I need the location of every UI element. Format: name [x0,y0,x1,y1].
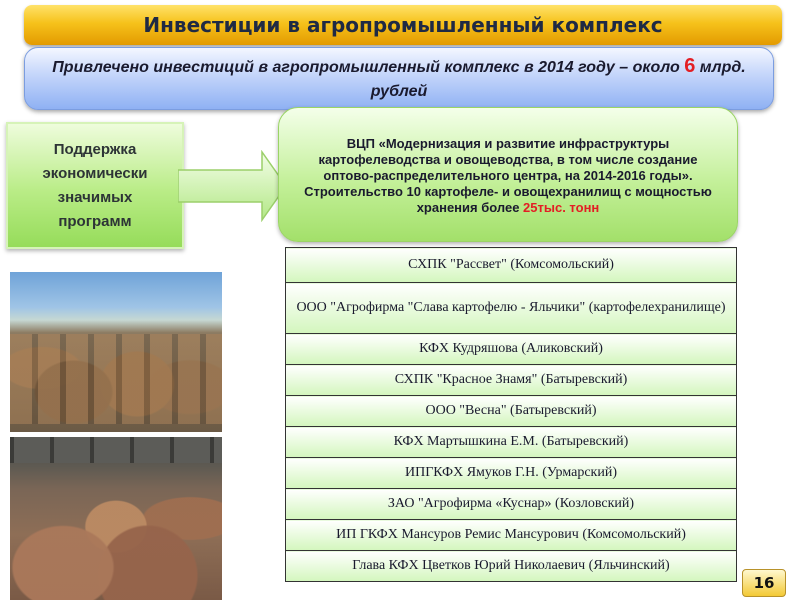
table-row [286,334,737,365]
table-row [286,365,737,396]
potato-storage-photo [10,437,222,600]
organization-cell: КФХ Кудряшова (Аликовский) [286,334,737,365]
table-row [286,396,737,427]
support-programs-box [6,122,184,249]
table-row [286,283,737,334]
right-arrow-icon [178,150,288,222]
table-row [286,458,737,489]
organization-cell: СХПК "Красное Знамя" (Батыревский) [286,365,737,396]
construction-text: Строительство 10 картофеле- и овощехранилищ с мощностью хранения более [304,183,712,215]
organization-cell: СХПК "Рассвет" (Комсомольский) [286,248,737,283]
subtitle-banner [24,47,774,110]
organization-cell: ООО "Весна" (Батыревский) [286,396,737,427]
page-title: Инвестиции в агропромышленный комплекс [143,13,663,37]
organization-cell: КФХ Мартышкина Е.М. (Батыревский) [286,427,737,458]
organization-cell: ИПГКФХ Ямуков Г.Н. (Урмарский) [286,458,737,489]
organization-cell: ООО "Агрофирма "Слава картофелю - Яльчики" (картофелехранилище) [286,283,737,334]
table-row [286,551,737,582]
organization-cell: ИП ГКФХ Мансуров Ремис Мансурович (Комсомольский) [286,520,737,551]
support-programs-label: Поддержка экономически значимых программ [42,140,148,230]
program-info-box [278,107,738,242]
organization-cell: ЗАО "Агрофирма «Куснар» (Козловский) [286,489,737,520]
organization-cell: Глава КФХ Цветков Юрий Николаевич (Яльчинский) [286,551,737,582]
construction-description [298,184,718,216]
table-row [286,489,737,520]
subtitle-text [34,54,764,104]
investment-amount: 6 [684,54,696,77]
subtitle-text-before: Привлечено инвестиций в агропромышленный комплекс в 2014 году – около [52,58,685,76]
title-banner [24,5,782,45]
page-number: 16 [753,574,775,592]
subtitle-text-after: млрд. рублей [370,58,746,100]
table-row [286,520,737,551]
program-description: ВЦП «Модернизация и развитие инфраструктуры картофелеводства и овощеводства, в том числе создание оптово-распределительного центра, на 2014-2016 годы». [318,135,698,183]
table-row [286,248,737,283]
page-number-badge [742,569,786,597]
table-row [286,427,737,458]
potato-sacks-field-photo [10,272,222,432]
organizations-table [285,247,737,582]
storage-capacity: 25тыс. тонн [523,199,600,215]
